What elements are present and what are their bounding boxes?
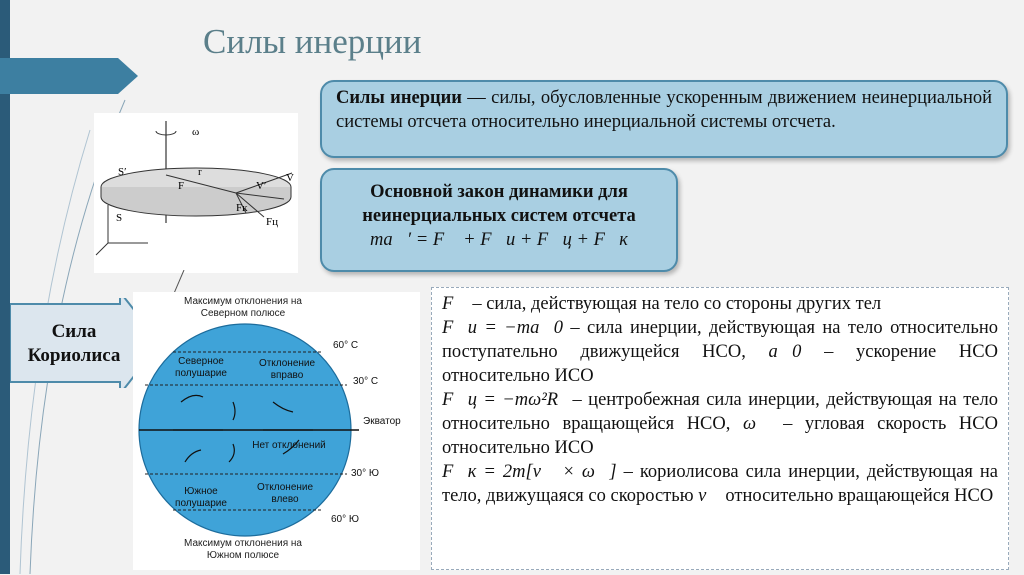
legend-line-1	[442, 292, 998, 316]
omega-label: ω	[192, 126, 200, 138]
f-label: F	[178, 180, 185, 192]
dev-right-line-1: Отклонение	[258, 358, 316, 369]
law-line-1: Основной закон динамики для	[370, 182, 628, 202]
coriolis-line-1: Сила	[51, 321, 97, 342]
equator-label: Экватор	[363, 416, 401, 427]
v-label: V	[286, 172, 294, 184]
legend-line-2	[442, 316, 998, 388]
lat-30s-label: 30° Ю	[351, 468, 380, 479]
page-title: Силы инерции	[203, 22, 422, 61]
legend-symbol-a0: a⃗0	[768, 342, 802, 362]
legend-symbol-fi: F⃗и = −ma⃗0	[442, 318, 563, 338]
south-hemi-line-2: полушарие	[175, 498, 227, 509]
legend-symbol-f: F⃗	[442, 294, 468, 314]
legend-text-fi: – сила инерции, действующая на тело относительно поступательно движущейся НСО,	[442, 318, 998, 362]
legend-line-3	[442, 388, 998, 460]
legend-box	[431, 287, 1009, 570]
legend-symbol-fc: F⃗ц = −mω²R⃗	[442, 390, 573, 410]
no-dev-label: Нет отклонений	[252, 440, 326, 451]
south-hemi-line-1: Южное	[184, 486, 218, 497]
fc-label: Fц	[266, 216, 279, 228]
legend-text-a0: – ускорение НСО относительно ИСО	[442, 342, 998, 386]
v-prime-label: V′	[256, 180, 267, 192]
legend-text-v: относительно вращающейся НСО	[720, 486, 994, 506]
fk-label: Fк	[236, 202, 248, 214]
dev-left-line-1: Отклонение	[256, 482, 314, 493]
legend-line-4	[442, 460, 998, 508]
coriolis-globe-figure	[133, 292, 420, 570]
law-formula: ma⃗′ = F⃗ + F⃗и + F⃗ц + F⃗к	[370, 230, 628, 250]
globe-bottom-label-1: Максимум отклонения на	[184, 538, 302, 549]
lat-60n-label: 60° С	[333, 340, 359, 351]
coriolis-line-2: Кориолиса	[27, 345, 121, 366]
legend-text-f: – сила, действующая на тело со стороны других тел	[467, 294, 882, 314]
legend-symbol-omega: ω⃗	[743, 414, 771, 434]
north-hemi-line-2: полушарие	[175, 368, 227, 379]
definition-text: — силы, обусловленные ускоренным движением неинерциальной системы отсчета относительно инерциальной системы отсчета.	[336, 88, 993, 132]
s-label: S	[116, 212, 123, 224]
legend-text-omega: – угловая скорость НСО относительно ИСО	[442, 414, 998, 458]
legend-text-fk: – кориолисова сила инерции, действующая на тело, движущаяся со скоростью	[442, 462, 999, 506]
north-hemi-line-1: Северное	[178, 356, 224, 367]
r-label: r	[198, 166, 202, 178]
law-line-2: неинерциальных систем отсчета	[362, 206, 636, 226]
decorative-curves	[0, 0, 140, 574]
coriolis-callout-label	[18, 320, 130, 368]
definition-term: Силы инерции	[336, 88, 462, 108]
s-prime-label: S′	[118, 166, 127, 178]
dev-right-line-2: вправо	[270, 370, 304, 381]
globe-bottom-label-2: Южном полюсе	[206, 550, 280, 561]
globe-top-label-1: Максимум отклонения на	[184, 296, 302, 307]
rotating-disk-figure	[94, 113, 298, 273]
legend-symbol-v: v⃗	[698, 486, 721, 506]
definition-box	[320, 80, 1008, 158]
lat-60s-label: 60° Ю	[331, 514, 360, 525]
law-box	[320, 168, 678, 272]
legend-symbol-fk: F⃗к = 2m[v⃗ × ω⃗]	[442, 462, 617, 482]
lat-30n-label: 30° С	[353, 376, 379, 387]
dev-left-line-2: влево	[271, 494, 299, 505]
globe-top-label-2: Северном полюсе	[200, 308, 286, 319]
legend-text-fc: – центробежная сила инерции, действующая на тело относительно вращающейся НСО,	[442, 390, 998, 434]
